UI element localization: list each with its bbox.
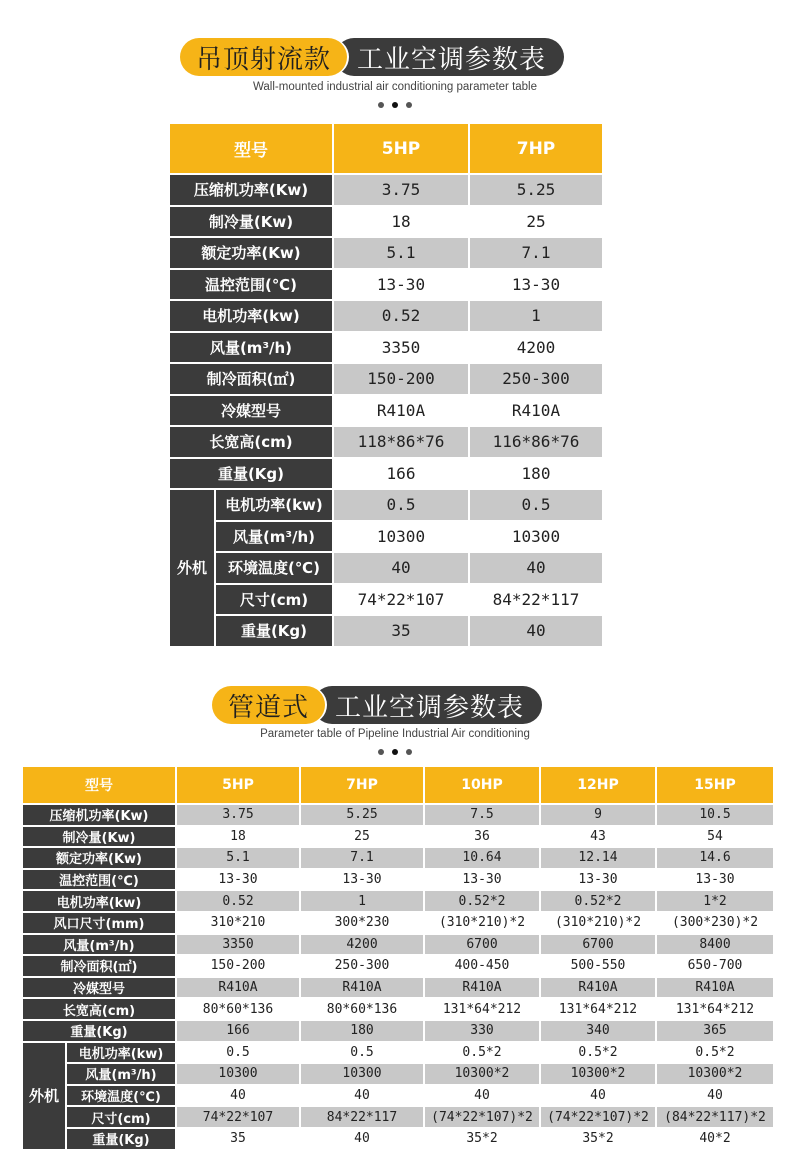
cell-value: (74*22*107)*2 (541, 1107, 655, 1127)
cell-value: 40 (657, 1086, 773, 1106)
cell-value: 8400 (657, 935, 773, 955)
header-10hp: 10HP (425, 767, 539, 803)
row-label: 重量(Kg) (216, 616, 332, 646)
table-row (23, 1107, 773, 1127)
cell-value: 40 (334, 553, 468, 583)
row-label: 重量(Kg) (67, 1129, 175, 1149)
cell-value: 365 (657, 1021, 773, 1041)
cell-value: 13-30 (301, 870, 423, 890)
row-label: 制冷量(Kw) (170, 207, 332, 237)
row-label: 尺寸(cm) (67, 1107, 175, 1127)
row-label: 冷媒型号 (170, 396, 332, 426)
table-row (170, 553, 602, 583)
row-label: 制冷量(Kw) (23, 827, 175, 847)
cell-value: 25 (470, 207, 602, 237)
row-label: 制冷面积(㎡) (23, 956, 175, 976)
row-label: 尺寸(cm) (216, 585, 332, 615)
cell-value: 10.5 (657, 805, 773, 825)
cell-value: 5.1 (334, 238, 468, 268)
cell-value: (74*22*107)*2 (425, 1107, 539, 1127)
row-label: 环境温度(℃) (216, 553, 332, 583)
table-row (23, 913, 773, 933)
table-row (170, 396, 602, 426)
cell-value: 10300 (301, 1064, 423, 1084)
cell-value: R410A (334, 396, 468, 426)
table-row (170, 522, 602, 552)
cell-value: R410A (425, 978, 539, 998)
cell-value: 6700 (541, 935, 655, 955)
cell-value: R410A (470, 396, 602, 426)
cell-value: 13-30 (470, 270, 602, 300)
section1-subtitle: Wall-mounted industrial air conditioning parameter table (252, 81, 538, 93)
cell-value: 40 (470, 553, 602, 583)
row-label: 电机功率(kw) (170, 301, 332, 331)
table-row (23, 870, 773, 890)
row-label: 温控范围(℃) (170, 270, 332, 300)
cell-value: 0.5*2 (425, 1043, 539, 1063)
table-row (170, 616, 602, 646)
cell-value: 0.5*2 (657, 1043, 773, 1063)
cell-value: 10300 (177, 1064, 299, 1084)
table-row (170, 175, 602, 205)
cell-value: 7.5 (425, 805, 539, 825)
cell-value: 300*230 (301, 913, 423, 933)
cell-value: 3.75 (177, 805, 299, 825)
table-row (23, 1129, 773, 1149)
cell-value: 3350 (334, 333, 468, 363)
cell-value: 18 (334, 207, 468, 237)
table-row (170, 333, 602, 363)
cell-value: 250-300 (301, 956, 423, 976)
table-row (170, 364, 602, 394)
cell-value: 80*60*136 (301, 999, 423, 1019)
table-row (23, 999, 773, 1019)
table-row (23, 935, 773, 955)
cell-value: 84*22*117 (470, 585, 602, 615)
cell-value: 116*86*76 (470, 427, 602, 457)
section1-title-rest: 工业空调参数表 (335, 38, 564, 76)
table-row (23, 1086, 773, 1106)
cell-value: 3.75 (334, 175, 468, 205)
section2-subtitle: Parameter table of Pipeline Industrial Air conditioning (260, 728, 530, 740)
cell-value: 166 (334, 459, 468, 489)
cell-value: 131*64*212 (425, 999, 539, 1019)
cell-value: 13-30 (177, 870, 299, 890)
cell-value: 310*210 (177, 913, 299, 933)
header-7hp: 7HP (470, 124, 602, 173)
cell-value: 1*2 (657, 891, 773, 911)
table-header-row (170, 124, 602, 173)
cell-value: 7.1 (470, 238, 602, 268)
cell-value: 18 (177, 827, 299, 847)
cell-value: 13-30 (425, 870, 539, 890)
cell-value: 10300*2 (425, 1064, 539, 1084)
header-12hp: 12HP (541, 767, 655, 803)
cell-value: 80*60*136 (177, 999, 299, 1019)
table-row (23, 1043, 773, 1063)
section2-title-highlight: 管道式 (212, 686, 325, 724)
header-5hp: 5HP (177, 767, 299, 803)
row-label: 制冷面积(㎡) (170, 364, 332, 394)
row-label: 温控范围(℃) (23, 870, 175, 890)
cell-value: R410A (177, 978, 299, 998)
section1-parameter-table (168, 122, 604, 648)
row-label: 电机功率(kw) (67, 1043, 175, 1063)
cell-value: 0.5*2 (541, 1043, 655, 1063)
header-5hp: 5HP (334, 124, 468, 173)
row-label: 风量(m³/h) (170, 333, 332, 363)
section1-dots (0, 102, 790, 108)
row-label: 环境温度(℃) (67, 1086, 175, 1106)
cell-value: 10300*2 (657, 1064, 773, 1084)
row-label: 重量(Kg) (170, 459, 332, 489)
cell-value: 4200 (470, 333, 602, 363)
cell-value: 1 (301, 891, 423, 911)
cell-value: 500-550 (541, 956, 655, 976)
cell-value: 40 (301, 1129, 423, 1149)
cell-value: 40 (470, 616, 602, 646)
table-row (170, 459, 602, 489)
cell-value: 13-30 (334, 270, 468, 300)
section2-parameter-table (21, 765, 775, 1151)
cell-value: 13-30 (541, 870, 655, 890)
cell-value: 0.52*2 (425, 891, 539, 911)
cell-value: 14.6 (657, 848, 773, 868)
cell-value: 5.25 (301, 805, 423, 825)
cell-value: 6700 (425, 935, 539, 955)
cell-value: 0.52 (177, 891, 299, 911)
cell-value: (310*210)*2 (425, 913, 539, 933)
cell-value: 5.25 (470, 175, 602, 205)
cell-value: 9 (541, 805, 655, 825)
cell-value: 43 (541, 827, 655, 847)
cell-value: 12.14 (541, 848, 655, 868)
section2-dots (0, 749, 790, 755)
cell-value: 10300*2 (541, 1064, 655, 1084)
row-label: 电机功率(kw) (23, 891, 175, 911)
section2-heading (212, 686, 542, 724)
table-row (23, 1064, 773, 1084)
cell-value: 180 (301, 1021, 423, 1041)
cell-value: 10.64 (425, 848, 539, 868)
table-row (23, 805, 773, 825)
cell-value: 330 (425, 1021, 539, 1041)
row-label: 压缩机功率(Kw) (23, 805, 175, 825)
row-label: 压缩机功率(Kw) (170, 175, 332, 205)
cell-value: (310*210)*2 (541, 913, 655, 933)
cell-value: 650-700 (657, 956, 773, 976)
row-label: 额定功率(Kw) (170, 238, 332, 268)
cell-value: R410A (541, 978, 655, 998)
cell-value: 340 (541, 1021, 655, 1041)
outdoor-unit-label: 外机 (23, 1043, 65, 1149)
section2-title-rest: 工业空调参数表 (313, 686, 542, 724)
cell-value: 0.5 (301, 1043, 423, 1063)
row-label: 风口尺寸(mm) (23, 913, 175, 933)
table-row (170, 301, 602, 331)
header-15hp: 15HP (657, 767, 773, 803)
cell-value: 40 (177, 1086, 299, 1106)
cell-value: (300*230)*2 (657, 913, 773, 933)
cell-value: 150-200 (334, 364, 468, 394)
header-7hp: 7HP (301, 767, 423, 803)
cell-value: 35 (334, 616, 468, 646)
header-model: 型号 (23, 767, 175, 803)
table-row (170, 490, 602, 520)
table-row (170, 585, 602, 615)
table-row (23, 956, 773, 976)
row-label: 风量(m³/h) (67, 1064, 175, 1084)
cell-value: 180 (470, 459, 602, 489)
table-row (170, 207, 602, 237)
cell-value: 54 (657, 827, 773, 847)
cell-value: 35*2 (541, 1129, 655, 1149)
row-label: 额定功率(Kw) (23, 848, 175, 868)
cell-value: 74*22*107 (177, 1107, 299, 1127)
cell-value: 4200 (301, 935, 423, 955)
cell-value: 166 (177, 1021, 299, 1041)
cell-value: 10300 (334, 522, 468, 552)
cell-value: 35*2 (425, 1129, 539, 1149)
cell-value: R410A (301, 978, 423, 998)
cell-value: 40*2 (657, 1129, 773, 1149)
cell-value: (84*22*117)*2 (657, 1107, 773, 1127)
cell-value: 7.1 (301, 848, 423, 868)
cell-value: 400-450 (425, 956, 539, 976)
cell-value: 25 (301, 827, 423, 847)
header-model: 型号 (170, 124, 332, 173)
section1-title-highlight: 吊顶射流款 (180, 38, 347, 76)
row-label: 长宽高(cm) (170, 427, 332, 457)
cell-value: 40 (541, 1086, 655, 1106)
cell-value: 13-30 (657, 870, 773, 890)
table-row (23, 891, 773, 911)
table-row (23, 827, 773, 847)
table-row (23, 1021, 773, 1041)
cell-value: 40 (425, 1086, 539, 1106)
cell-value: 131*64*212 (541, 999, 655, 1019)
table-header-row (23, 767, 773, 803)
cell-value: R410A (657, 978, 773, 998)
cell-value: 84*22*117 (301, 1107, 423, 1127)
cell-value: 0.52 (334, 301, 468, 331)
cell-value: 250-300 (470, 364, 602, 394)
section1-heading (180, 38, 564, 76)
row-label: 风量(m³/h) (216, 522, 332, 552)
cell-value: 40 (301, 1086, 423, 1106)
table-row (170, 427, 602, 457)
cell-value: 0.5 (470, 490, 602, 520)
cell-value: 36 (425, 827, 539, 847)
cell-value: 118*86*76 (334, 427, 468, 457)
cell-value: 35 (177, 1129, 299, 1149)
cell-value: 10300 (470, 522, 602, 552)
cell-value: 131*64*212 (657, 999, 773, 1019)
cell-value: 0.52*2 (541, 891, 655, 911)
outdoor-unit-label: 外机 (170, 490, 214, 646)
table-row (170, 270, 602, 300)
table-row (23, 978, 773, 998)
row-label: 风量(m³/h) (23, 935, 175, 955)
cell-value: 74*22*107 (334, 585, 468, 615)
table-row (23, 848, 773, 868)
cell-value: 0.5 (177, 1043, 299, 1063)
cell-value: 1 (470, 301, 602, 331)
row-label: 电机功率(kw) (216, 490, 332, 520)
cell-value: 150-200 (177, 956, 299, 976)
row-label: 冷媒型号 (23, 978, 175, 998)
cell-value: 5.1 (177, 848, 299, 868)
table-row (170, 238, 602, 268)
row-label: 长宽高(cm) (23, 999, 175, 1019)
row-label: 重量(Kg) (23, 1021, 175, 1041)
cell-value: 0.5 (334, 490, 468, 520)
cell-value: 3350 (177, 935, 299, 955)
